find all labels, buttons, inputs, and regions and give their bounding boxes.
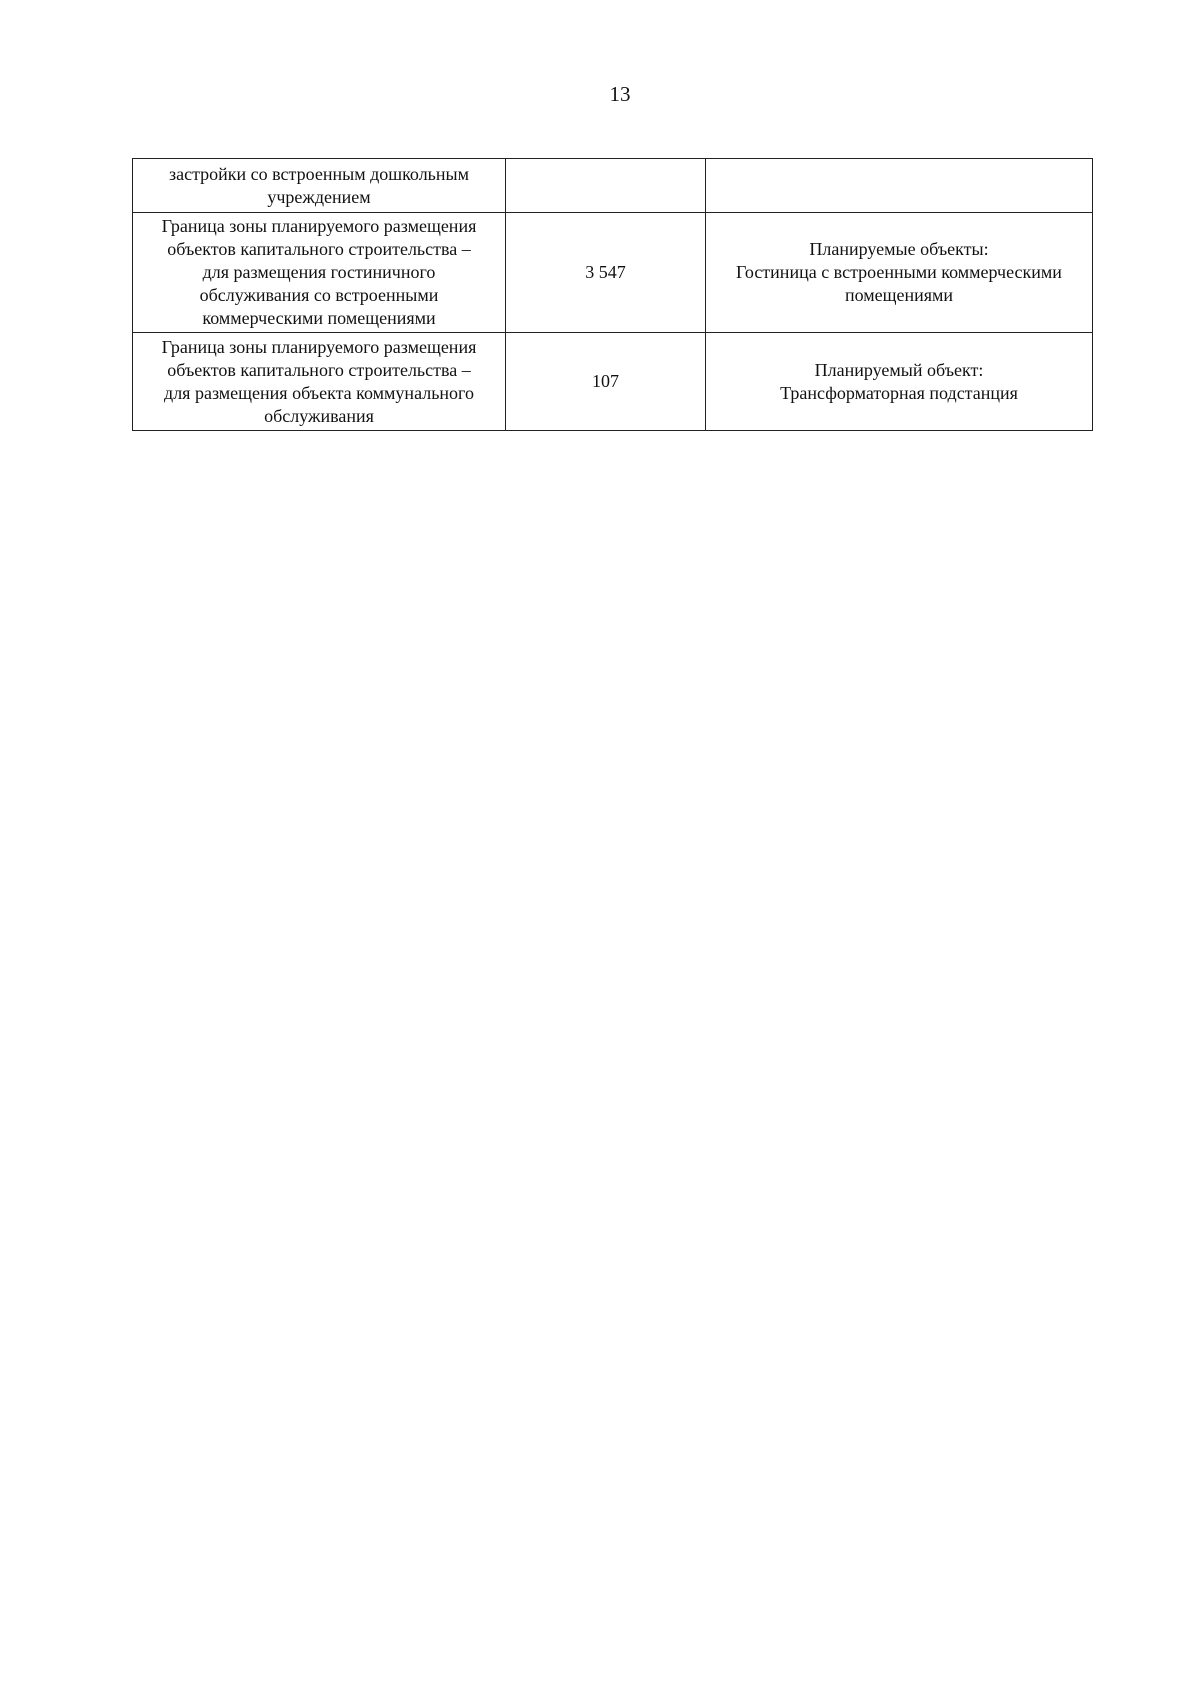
zone-cell (133, 333, 506, 431)
zone-text-line: для размещения объекта коммунального (164, 382, 474, 403)
objects-cell (706, 213, 1093, 333)
zone-text-line: обслуживания со встроенными (199, 285, 439, 305)
zone-text-line: учреждением (267, 186, 371, 207)
objects-text-line: Гостиница с встроенными коммерческими (736, 262, 1062, 282)
area-value: 3 547 (585, 262, 626, 282)
table-row (133, 159, 1093, 213)
area-cell (506, 159, 706, 213)
objects-text-line: Планируемые объекты: (809, 239, 989, 259)
zone-cell (133, 159, 506, 213)
zone-text-line: коммерческими помещениями (202, 308, 436, 328)
objects-cell (706, 159, 1093, 213)
zones-table (132, 158, 1093, 431)
zone-cell (133, 213, 506, 333)
zone-text-line: застройки со встроенным дошкольным (168, 163, 470, 184)
page-number: 13 (609, 82, 631, 106)
zone-text-line: Граница зоны планируемого размещения (161, 216, 477, 236)
area-cell (506, 333, 706, 431)
zone-text-line: Граница зоны планируемого размещения (161, 336, 477, 357)
objects-text-line: Трансформаторная подстанция (780, 382, 1018, 403)
zone-text-line: объектов капитального строительства – (167, 359, 471, 380)
objects-text-line: Планируемый объект: (814, 359, 984, 380)
objects-cell (706, 333, 1093, 431)
area-value: 107 (592, 371, 619, 391)
zone-text-line: обслуживания (264, 405, 374, 426)
table-row (133, 333, 1093, 431)
table-row (133, 213, 1093, 333)
zone-text-line: объектов капитального строительства – (167, 239, 471, 259)
objects-text-line: помещениями (844, 285, 954, 305)
area-cell (506, 213, 706, 333)
zone-text-line: для размещения гостиничного (202, 262, 436, 282)
